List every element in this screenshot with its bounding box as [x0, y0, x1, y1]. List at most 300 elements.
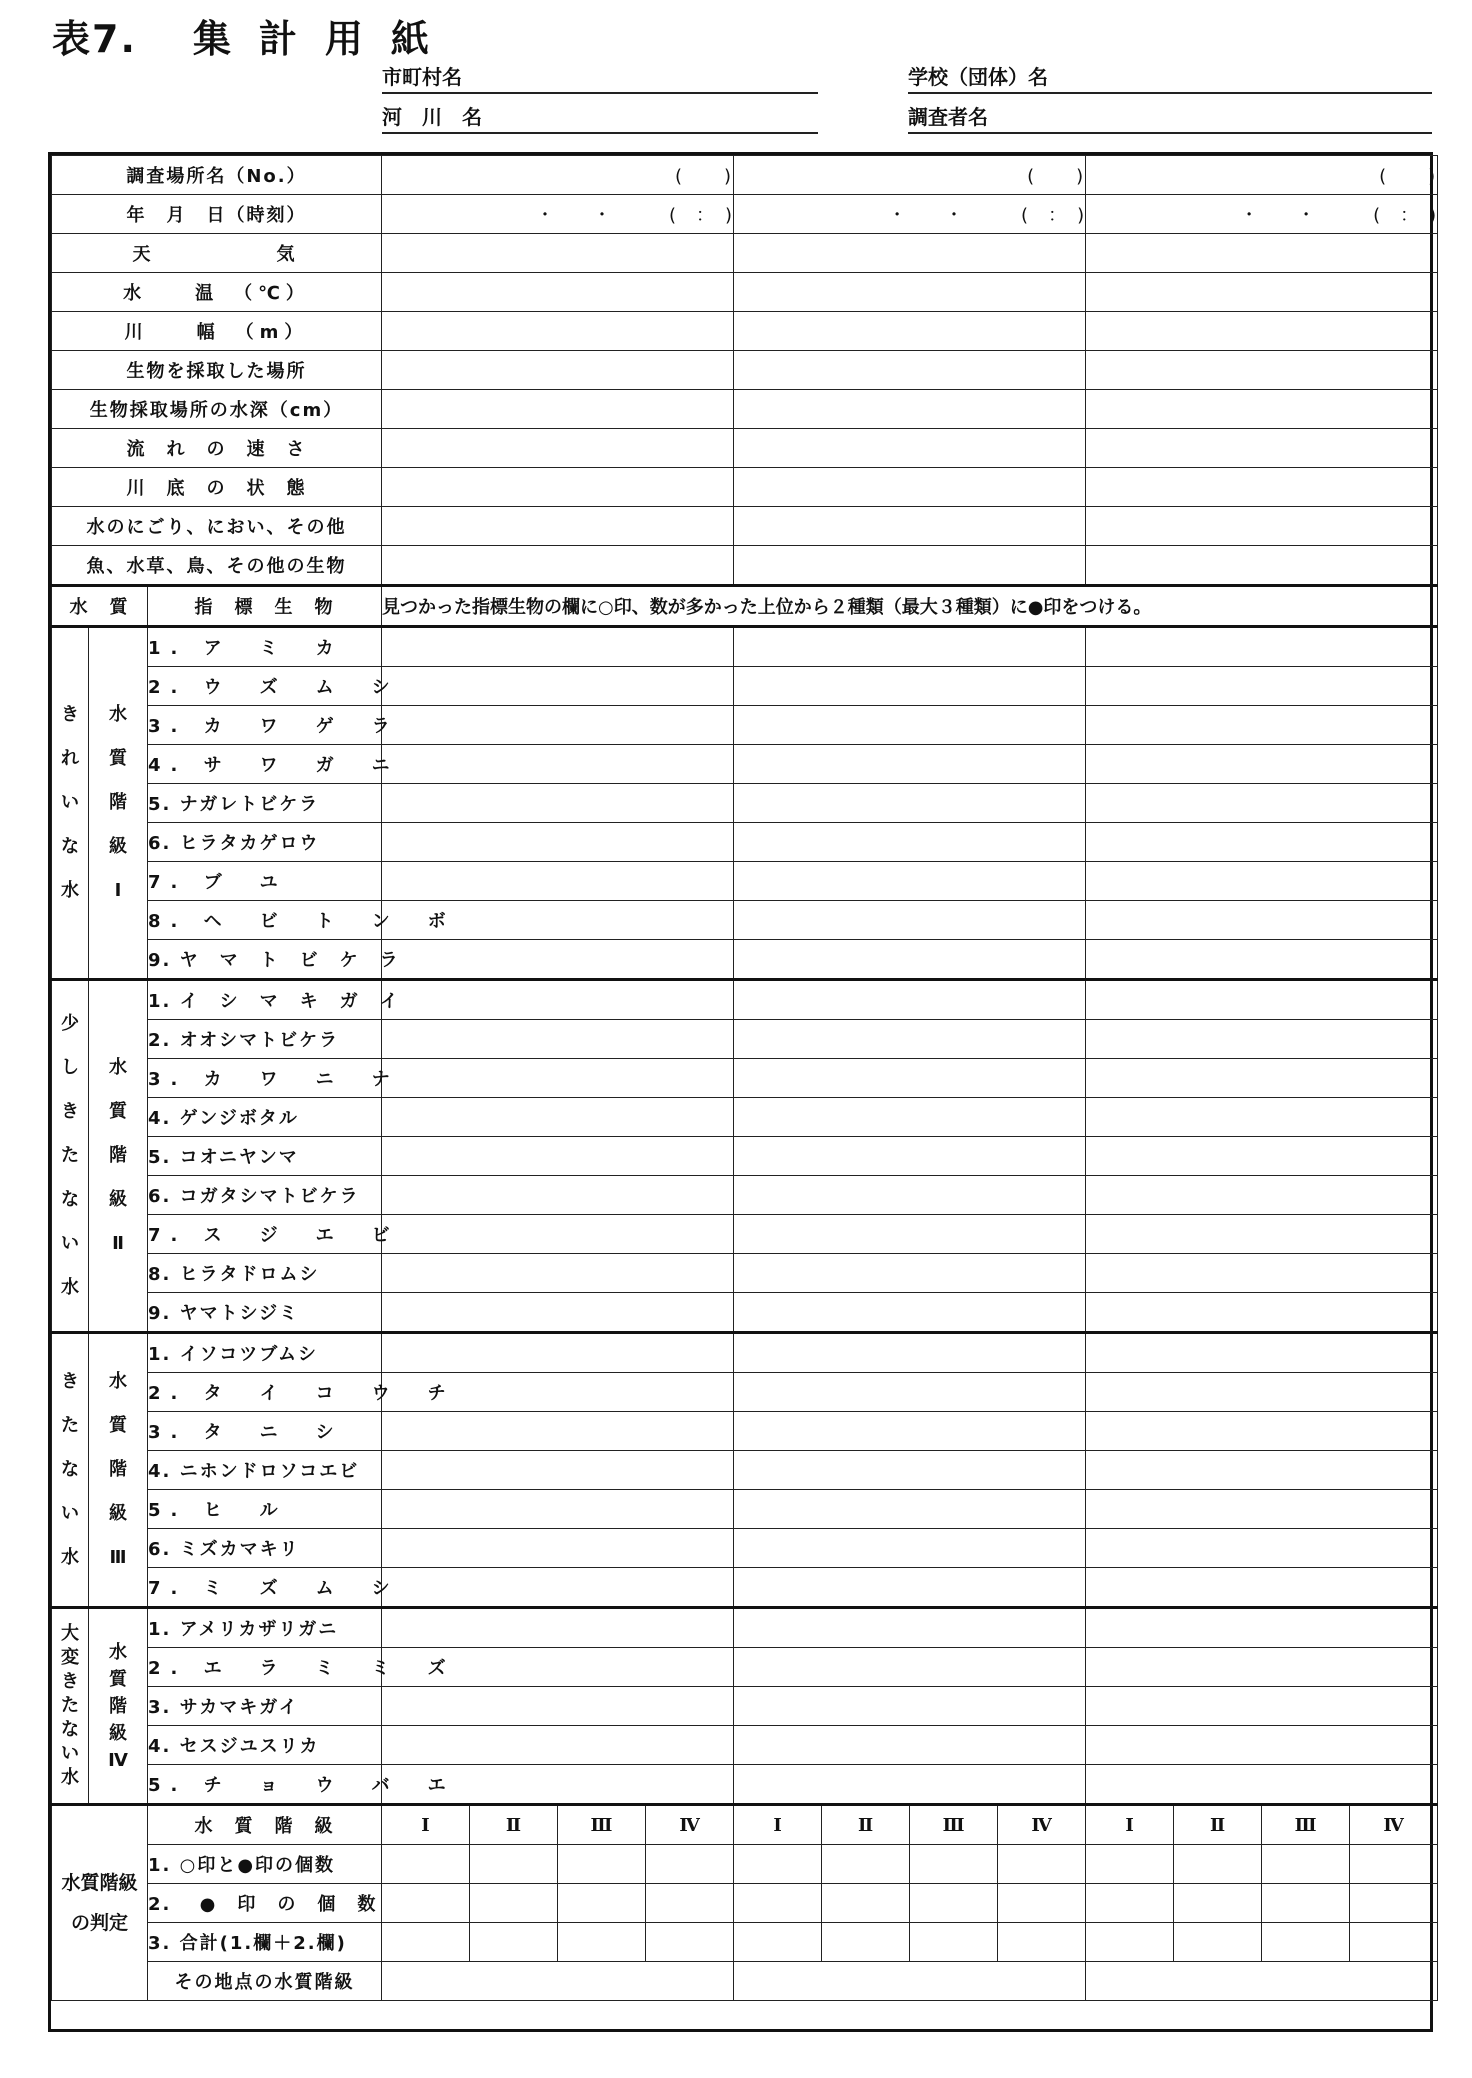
species-mark-3[interactable] — [1086, 745, 1438, 784]
observation-row — [52, 507, 1438, 546]
observation-entry-3[interactable] — [1086, 429, 1438, 468]
group-label-char: 水 — [61, 1767, 79, 1788]
species-mark-3[interactable] — [1086, 784, 1438, 823]
species-mark-1[interactable] — [382, 784, 734, 823]
level-col-3: Ⅲ — [558, 1805, 646, 1845]
group-label-3 — [52, 1333, 89, 1608]
date-entry-1[interactable]: ・ ・ ( ： ) — [382, 195, 734, 234]
group-label-char: い — [61, 1503, 79, 1524]
species-mark-1[interactable] — [382, 1137, 734, 1176]
level-label-char: 水 — [109, 1057, 127, 1078]
judgement-count-cell[interactable] — [822, 1884, 910, 1923]
level-label-char: 階 — [109, 1459, 127, 1480]
instruction-text: 見つかった指標生物の欄に○印、数が多かった上位から２種類（最大３種類）に●印をつける。 — [382, 586, 1438, 627]
date-entry-3[interactable]: ・ ・ ( ： ) — [1086, 195, 1438, 234]
group-label-char: 大 — [61, 1623, 79, 1644]
species-row — [52, 1254, 1438, 1293]
observation-entry-2[interactable] — [734, 273, 1086, 312]
observation-entry-1[interactable] — [382, 351, 734, 390]
judgement-row — [52, 1923, 1438, 1962]
level-col-3: Ⅲ — [1262, 1805, 1350, 1845]
species-row — [52, 1215, 1438, 1254]
judgement-count-cell[interactable] — [998, 1923, 1086, 1962]
species-name: 6. ヒラタカゲロウ — [148, 823, 382, 862]
species-row — [52, 1726, 1438, 1765]
species-mark-3[interactable] — [1086, 1333, 1438, 1373]
group-label-char: き — [61, 1671, 79, 1692]
judgement-count-cell[interactable] — [382, 1845, 470, 1884]
level-label-char: 級 — [109, 1503, 127, 1524]
species-name: 7. ブ ユ — [148, 862, 382, 901]
species-name: 6. コガタシマトビケラ — [148, 1176, 382, 1215]
level-label-char: Ⅲ — [109, 1547, 127, 1568]
observation-entry-1[interactable] — [382, 273, 734, 312]
organisms-header: 指 標 生 物 — [148, 586, 382, 627]
level-label-char: Ⅱ — [112, 1233, 124, 1254]
species-row — [52, 1490, 1438, 1529]
surveyor-field[interactable] — [908, 102, 1432, 134]
species-mark-1[interactable] — [382, 1412, 734, 1451]
species-mark-3[interactable] — [1086, 1608, 1438, 1648]
species-row — [52, 667, 1438, 706]
species-row — [52, 1648, 1438, 1687]
species-row — [52, 1608, 1438, 1648]
species-row — [52, 1059, 1438, 1098]
species-name: 1. アメリカザリガニ — [148, 1608, 382, 1648]
species-mark-1[interactable] — [382, 1529, 734, 1568]
species-mark-2[interactable] — [734, 980, 1086, 1020]
group-label-char: し — [61, 1057, 79, 1078]
observation-entry-2[interactable] — [734, 351, 1086, 390]
site-row — [52, 156, 1438, 195]
observation-entry-3[interactable] — [1086, 468, 1438, 507]
level-header: 水 質 階 級 — [148, 1805, 382, 1845]
judgement-count-cell[interactable] — [470, 1923, 558, 1962]
species-mark-2[interactable] — [734, 901, 1086, 940]
species-row — [52, 745, 1438, 784]
species-mark-1[interactable] — [382, 1726, 734, 1765]
group-label-char: 少 — [61, 1013, 79, 1034]
group-label-char: い — [61, 1743, 79, 1764]
group-label-4 — [52, 1608, 89, 1805]
species-mark-1[interactable] — [382, 1059, 734, 1098]
species-mark-2[interactable] — [734, 1215, 1086, 1254]
level-label-1 — [89, 627, 148, 980]
date-row — [52, 195, 1438, 234]
site-entry-3[interactable]: ( ) — [1086, 156, 1438, 195]
species-mark-3[interactable] — [1086, 823, 1438, 862]
species-mark-1[interactable] — [382, 1020, 734, 1059]
species-row — [52, 1529, 1438, 1568]
species-mark-1[interactable] — [382, 627, 734, 667]
observation-entry-1[interactable] — [382, 507, 734, 546]
species-mark-3[interactable] — [1086, 1726, 1438, 1765]
species-name: 4. サ ワ ガ ニ — [148, 745, 382, 784]
surveyor-label: 調査者名 — [908, 105, 988, 129]
final-level-entry-2[interactable] — [734, 1962, 1086, 2001]
observation-entry-2[interactable] — [734, 429, 1086, 468]
species-mark-2[interactable] — [734, 1020, 1086, 1059]
judgement-count-cell[interactable] — [382, 1884, 470, 1923]
species-mark-2[interactable] — [734, 667, 1086, 706]
species-name: 3. カ ワ ゲ ラ — [148, 706, 382, 745]
judgement-count-cell[interactable] — [734, 1845, 822, 1884]
species-name: 4. ゲンジボタル — [148, 1098, 382, 1137]
observation-label: 生物採取場所の水深（cm） — [52, 390, 382, 429]
level-label-char: 質 — [109, 1668, 127, 1690]
level-label-char: 級 — [109, 1722, 127, 1744]
species-mark-2[interactable] — [734, 1529, 1086, 1568]
species-mark-3[interactable] — [1086, 1254, 1438, 1293]
species-mark-1[interactable] — [382, 1687, 734, 1726]
judgement-count-cell[interactable] — [1174, 1845, 1262, 1884]
judgement-count-cell[interactable] — [558, 1884, 646, 1923]
judgement-row — [52, 1845, 1438, 1884]
species-row — [52, 1568, 1438, 1608]
species-name: 7. ミ ズ ム シ — [148, 1568, 382, 1608]
species-mark-3[interactable] — [1086, 901, 1438, 940]
level-col-1: Ⅰ — [1086, 1805, 1174, 1845]
level-label-char: 質 — [109, 748, 127, 769]
species-mark-2[interactable] — [734, 1373, 1086, 1412]
species-mark-2[interactable] — [734, 745, 1086, 784]
title-main: 集計用紙 — [192, 17, 457, 61]
species-mark-1[interactable] — [382, 940, 734, 980]
observation-entry-2[interactable] — [734, 546, 1086, 586]
level-label-4 — [89, 1608, 148, 1805]
judgement-count-cell[interactable] — [910, 1923, 998, 1962]
species-mark-2[interactable] — [734, 862, 1086, 901]
judgement-count-cell[interactable] — [558, 1923, 646, 1962]
species-mark-3[interactable] — [1086, 667, 1438, 706]
observation-entry-3[interactable] — [1086, 546, 1438, 586]
observation-label: 魚、水草、鳥、その他の生物 — [52, 546, 382, 586]
judgement-count-cell[interactable] — [910, 1884, 998, 1923]
species-name: 6. ミズカマキリ — [148, 1529, 382, 1568]
species-mark-3[interactable] — [1086, 1568, 1438, 1608]
level-label-char: 級 — [109, 1189, 127, 1210]
species-mark-1[interactable] — [382, 1490, 734, 1529]
species-mark-2[interactable] — [734, 1608, 1086, 1648]
species-mark-1[interactable] — [382, 667, 734, 706]
species-mark-3[interactable] — [1086, 706, 1438, 745]
species-mark-2[interactable] — [734, 1176, 1086, 1215]
species-mark-3[interactable] — [1086, 1412, 1438, 1451]
judgement-count-cell[interactable] — [1262, 1845, 1350, 1884]
species-mark-3[interactable] — [1086, 1648, 1438, 1687]
species-mark-2[interactable] — [734, 1333, 1086, 1373]
judgement-side-label-2: の判定 — [70, 1912, 128, 1934]
species-mark-3[interactable] — [1086, 1765, 1438, 1805]
observation-entry-2[interactable] — [734, 507, 1086, 546]
judgement-count-cell[interactable] — [646, 1884, 734, 1923]
species-name: 8. ヘ ビ ト ン ボ — [148, 901, 382, 940]
group-label-char: な — [61, 836, 79, 857]
judgement-count-cell[interactable] — [1350, 1923, 1438, 1962]
species-mark-3[interactable] — [1086, 940, 1438, 980]
municipality-field[interactable] — [382, 62, 818, 94]
judgement-count-cell[interactable] — [734, 1923, 822, 1962]
species-mark-1[interactable] — [382, 1451, 734, 1490]
judgement-count-cell[interactable] — [558, 1845, 646, 1884]
level-col-3: Ⅲ — [910, 1805, 998, 1845]
species-name: 2. エ ラ ミ ミ ズ — [148, 1648, 382, 1687]
species-name: 2. タ イ コ ウ チ — [148, 1373, 382, 1412]
species-mark-2[interactable] — [734, 1765, 1086, 1805]
group-label-char: い — [61, 1233, 79, 1254]
observation-entry-1[interactable] — [382, 312, 734, 351]
species-name: 2. ウ ズ ム シ — [148, 667, 382, 706]
judgement-count-cell[interactable] — [1174, 1923, 1262, 1962]
judgement-row-label: 3. 合計(1.欄＋2.欄) — [148, 1923, 382, 1962]
species-mark-2[interactable] — [734, 823, 1086, 862]
species-mark-1[interactable] — [382, 1098, 734, 1137]
river-label: 河 川 名 — [382, 105, 482, 129]
level-label-char: Ⅰ — [114, 880, 122, 901]
level-label-char: 階 — [109, 792, 127, 813]
species-row — [52, 784, 1438, 823]
observation-entry-3[interactable] — [1086, 312, 1438, 351]
judgement-count-cell[interactable] — [646, 1845, 734, 1884]
observation-label: 流 れ の 速 さ — [52, 429, 382, 468]
species-mark-1[interactable] — [382, 1608, 734, 1648]
species-row — [52, 1293, 1438, 1333]
final-level-row — [52, 1962, 1438, 2001]
judgement-count-cell[interactable] — [822, 1923, 910, 1962]
species-name: 3. カ ワ ニ ナ — [148, 1059, 382, 1098]
judgement-count-cell[interactable] — [646, 1923, 734, 1962]
group-label-2 — [52, 980, 89, 1333]
group-label-char: れ — [61, 748, 79, 769]
species-mark-1[interactable] — [382, 706, 734, 745]
level-label-char: 質 — [109, 1415, 127, 1436]
species-mark-3[interactable] — [1086, 1215, 1438, 1254]
school-field[interactable] — [908, 62, 1432, 94]
observation-entry-3[interactable] — [1086, 273, 1438, 312]
observation-entry-2[interactable] — [734, 234, 1086, 273]
species-name: 1. ア ミ カ — [148, 627, 382, 667]
judgement-count-cell[interactable] — [1262, 1923, 1350, 1962]
species-mark-3[interactable] — [1086, 980, 1438, 1020]
level-label-2 — [89, 980, 148, 1333]
indicator-header-row — [52, 586, 1438, 627]
judgement-count-cell[interactable] — [1350, 1884, 1438, 1923]
final-level-entry-3[interactable] — [1086, 1962, 1438, 2001]
observation-label: 水 温 （℃） — [52, 273, 382, 312]
judgement-count-cell[interactable] — [1262, 1884, 1350, 1923]
judgement-count-cell[interactable] — [1174, 1884, 1262, 1923]
judgement-count-cell[interactable] — [822, 1845, 910, 1884]
level-col-2: Ⅱ — [822, 1805, 910, 1845]
observation-entry-2[interactable] — [734, 468, 1086, 507]
species-mark-1[interactable] — [382, 1254, 734, 1293]
species-row — [52, 1333, 1438, 1373]
species-mark-2[interactable] — [734, 940, 1086, 980]
final-level-entry-1[interactable] — [382, 1962, 734, 2001]
species-mark-3[interactable] — [1086, 1529, 1438, 1568]
species-mark-1[interactable] — [382, 1568, 734, 1608]
group-label-char: い — [61, 792, 79, 813]
species-mark-2[interactable] — [734, 1254, 1086, 1293]
observation-entry-2[interactable] — [734, 390, 1086, 429]
group-label-char: な — [61, 1719, 79, 1740]
species-row — [52, 1687, 1438, 1726]
judgement-side-label-1: 水質階級 — [61, 1872, 138, 1894]
species-mark-2[interactable] — [734, 1687, 1086, 1726]
species-mark-2[interactable] — [734, 1490, 1086, 1529]
species-row — [52, 1137, 1438, 1176]
species-row — [52, 1020, 1438, 1059]
species-name: 3. サカマキガイ — [148, 1687, 382, 1726]
tally-table — [51, 155, 1438, 2001]
observation-row — [52, 429, 1438, 468]
group-label-char: た — [61, 1145, 79, 1166]
observation-entry-3[interactable] — [1086, 390, 1438, 429]
species-mark-1[interactable] — [382, 1215, 734, 1254]
species-mark-3[interactable] — [1086, 1020, 1438, 1059]
species-mark-3[interactable] — [1086, 1687, 1438, 1726]
judgement-count-cell[interactable] — [470, 1845, 558, 1884]
species-mark-3[interactable] — [1086, 1293, 1438, 1333]
date-label: 年 月 日（時刻） — [52, 195, 382, 234]
observation-entry-1[interactable] — [382, 390, 734, 429]
judgement-row-label: 2. ● 印 の 個 数 — [148, 1884, 382, 1923]
species-row — [52, 1098, 1438, 1137]
group-label-char: き — [61, 1371, 79, 1392]
group-label-char: た — [61, 1415, 79, 1436]
species-mark-1[interactable] — [382, 862, 734, 901]
species-name: 5. ヒ ル — [148, 1490, 382, 1529]
observation-label: 川 幅 （m） — [52, 312, 382, 351]
species-mark-3[interactable] — [1086, 1059, 1438, 1098]
level-label-3 — [89, 1333, 148, 1608]
species-name: 1. イ シ マ キ ガ イ — [148, 980, 382, 1020]
species-mark-3[interactable] — [1086, 862, 1438, 901]
species-mark-2[interactable] — [734, 627, 1086, 667]
observation-row — [52, 546, 1438, 586]
observation-entry-3[interactable] — [1086, 507, 1438, 546]
species-mark-3[interactable] — [1086, 1176, 1438, 1215]
species-row — [52, 980, 1438, 1020]
judgement-count-cell[interactable] — [382, 1923, 470, 1962]
species-mark-2[interactable] — [734, 1648, 1086, 1687]
species-mark-2[interactable] — [734, 1098, 1086, 1137]
judgement-count-cell[interactable] — [910, 1845, 998, 1884]
species-row — [52, 1765, 1438, 1805]
species-name: 5. チ ョ ウ バ エ — [148, 1765, 382, 1805]
species-mark-2[interactable] — [734, 1451, 1086, 1490]
observation-row — [52, 273, 1438, 312]
species-mark-2[interactable] — [734, 1412, 1086, 1451]
level-label-char: 水 — [109, 704, 127, 725]
species-mark-1[interactable] — [382, 1293, 734, 1333]
species-mark-2[interactable] — [734, 706, 1086, 745]
species-mark-3[interactable] — [1086, 1137, 1438, 1176]
species-mark-1[interactable] — [382, 745, 734, 784]
group-label-char: 水 — [61, 1277, 79, 1298]
group-label-char: 水 — [61, 1547, 79, 1568]
level-label-char: Ⅳ — [108, 1749, 128, 1771]
species-name: 5. コオニヤンマ — [148, 1137, 382, 1176]
observation-row — [52, 234, 1438, 273]
level-col-1: Ⅰ — [734, 1805, 822, 1845]
site-entry-2[interactable]: ( ) — [734, 156, 1086, 195]
species-row — [52, 1373, 1438, 1412]
observation-entry-3[interactable] — [1086, 234, 1438, 273]
tally-sheet — [48, 152, 1438, 2032]
school-label: 学校（団体）名 — [908, 65, 1048, 89]
species-mark-3[interactable] — [1086, 1451, 1438, 1490]
species-mark-1[interactable] — [382, 823, 734, 862]
species-mark-1[interactable] — [382, 980, 734, 1020]
judgement-count-cell[interactable] — [1086, 1884, 1174, 1923]
species-mark-2[interactable] — [734, 1568, 1086, 1608]
level-label-char: 水 — [109, 1371, 127, 1392]
observation-entry-2[interactable] — [734, 312, 1086, 351]
observation-entry-1[interactable] — [382, 234, 734, 273]
species-mark-2[interactable] — [734, 1059, 1086, 1098]
judgement-count-cell[interactable] — [998, 1884, 1086, 1923]
species-name: 5. ナガレトビケラ — [148, 784, 382, 823]
species-mark-3[interactable] — [1086, 1098, 1438, 1137]
judgement-count-cell[interactable] — [1350, 1845, 1438, 1884]
species-row — [52, 823, 1438, 862]
species-mark-1[interactable] — [382, 1176, 734, 1215]
species-mark-3[interactable] — [1086, 1490, 1438, 1529]
species-row — [52, 1451, 1438, 1490]
species-row — [52, 1412, 1438, 1451]
observation-entry-1[interactable] — [382, 468, 734, 507]
level-label-char: 階 — [109, 1145, 127, 1166]
group-label-char: た — [61, 1695, 79, 1716]
species-mark-2[interactable] — [734, 1293, 1086, 1333]
species-name: 8. ヒラタドロムシ — [148, 1254, 382, 1293]
species-row — [52, 862, 1438, 901]
judgement-count-cell[interactable] — [1086, 1923, 1174, 1962]
species-row — [52, 901, 1438, 940]
observation-entry-1[interactable] — [382, 546, 734, 586]
species-row — [52, 627, 1438, 667]
judgement-count-cell[interactable] — [1086, 1845, 1174, 1884]
species-mark-3[interactable] — [1086, 1373, 1438, 1412]
page-title — [52, 8, 457, 63]
species-mark-2[interactable] — [734, 1137, 1086, 1176]
date-entry-2[interactable]: ・ ・ ( ： ) — [734, 195, 1086, 234]
observation-entry-3[interactable] — [1086, 351, 1438, 390]
level-col-4: Ⅳ — [998, 1805, 1086, 1845]
site-entry-1[interactable]: ( ) — [382, 156, 734, 195]
observation-entry-1[interactable] — [382, 429, 734, 468]
title-prefix: 表7. — [52, 17, 137, 61]
group-label-1 — [52, 627, 89, 980]
level-col-2: Ⅱ — [470, 1805, 558, 1845]
judgement-count-cell[interactable] — [470, 1884, 558, 1923]
final-level-label: その地点の水質階級 — [148, 1962, 382, 2001]
group-label-char: き — [61, 704, 79, 725]
species-name: 9. ヤ マ ト ビ ケ ラ — [148, 940, 382, 980]
judgement-count-cell[interactable] — [734, 1884, 822, 1923]
species-name: 3. タ ニ シ — [148, 1412, 382, 1451]
species-name: 4. セスジユスリカ — [148, 1726, 382, 1765]
river-field[interactable] — [382, 102, 818, 134]
species-mark-3[interactable] — [1086, 627, 1438, 667]
species-mark-1[interactable] — [382, 1333, 734, 1373]
species-mark-2[interactable] — [734, 784, 1086, 823]
observation-label: 川 底 の 状 態 — [52, 468, 382, 507]
judgement-count-cell[interactable] — [998, 1845, 1086, 1884]
species-mark-2[interactable] — [734, 1726, 1086, 1765]
level-label-char: 階 — [109, 1695, 127, 1717]
